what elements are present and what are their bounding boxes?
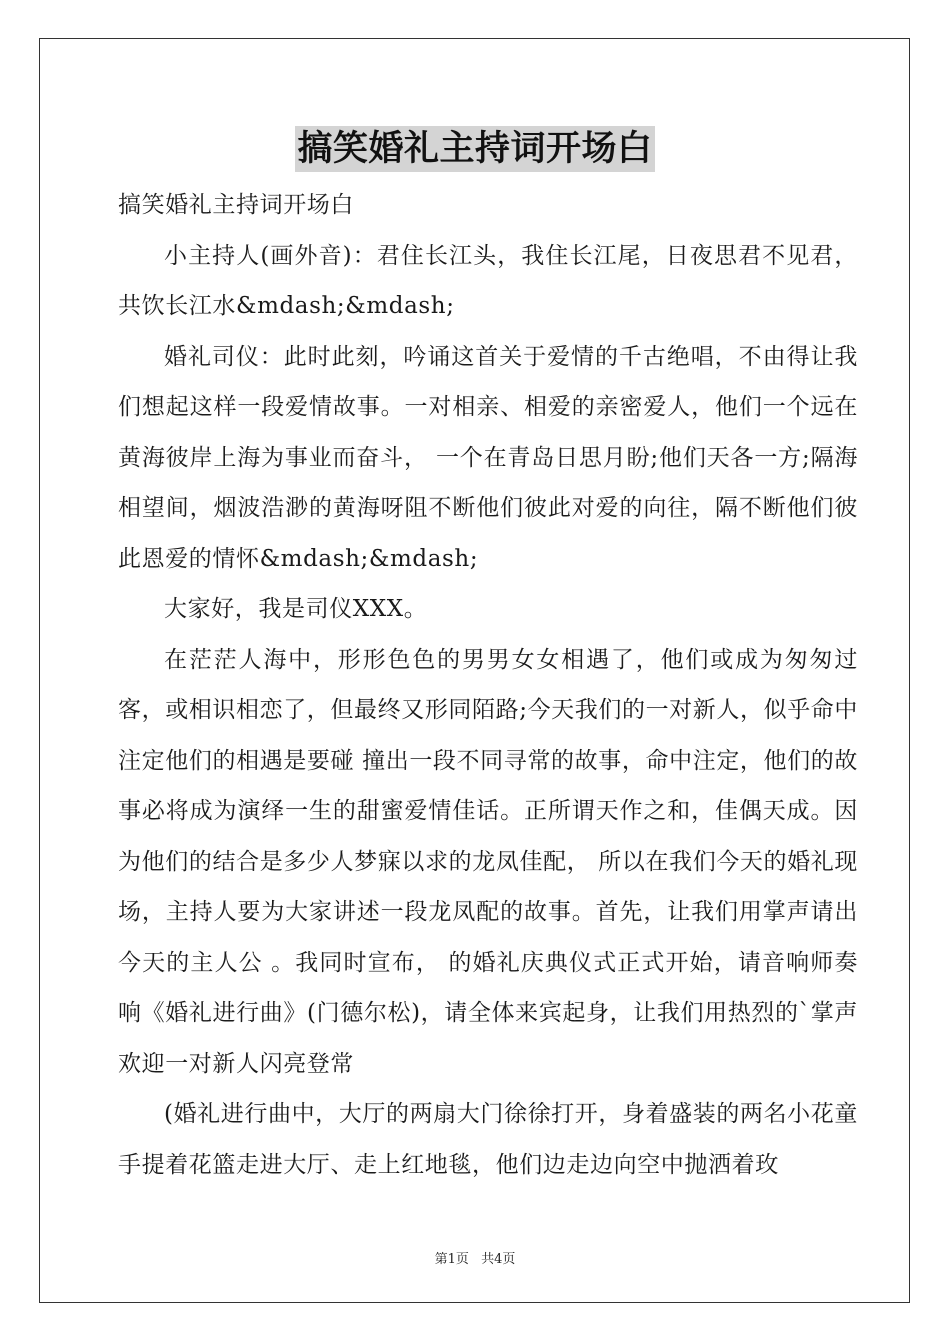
document-title: 搞笑婚礼主持词开场白 — [295, 126, 654, 172]
page-number: 第1页 — [434, 1252, 469, 1267]
paragraph: (婚礼进行曲中，大厅的两扇大门徐徐打开，身着盛装的两名小花童手提着花篮走进大厅、走上红地毯，他们边走边向空中抛洒着玫 — [118, 1101, 858, 1178]
page-footer — [0, 1248, 950, 1267]
paragraph: 大家好，我是司仪XXX。 — [164, 596, 428, 622]
paragraph: 小主持人(画外音)：君住长江头，我住长江尾，日夜思君不见君，共饮长江水&mdash;&mdash; — [118, 242, 858, 319]
document-body — [118, 180, 858, 1190]
title-container — [0, 126, 950, 172]
page-total: 共4页 — [481, 1252, 516, 1267]
paragraph-subtitle: 搞笑婚礼主持词开场白 — [118, 192, 354, 218]
paragraph: 婚礼司仪：此时此刻，吟诵这首关于爱情的千古绝唱，不由得让我们想起这样一段爱情故事。一对相亲、相爱的亲密爱人，他们一个远在黄海彼岸上海为事业而奋斗， 一个在青岛日思月盼;他们天各一方;隔海相望间，烟波浩渺的黄海呀阻不断他们彼此对爱的向往，隔不断他们彼此恩爱的情怀&mdash;&mdash; — [118, 343, 858, 572]
paragraph: 在茫茫人海中，形形色色的男男女女相遇了，他们或成为匆匆过客，或相识相恋了，但最终又形同陌路;今天我们的一对新人，似乎命中注定他们的相遇是要碰 撞出一段不同寻常的故事，命中注定，他们的故事必将成为演绎一生的甜蜜爱情佳话。正所谓天作之和，佳偶天成。因为他们的结合是多少人梦寐以求的龙凤佳配， 所以在我们今天的婚礼现场，主持人要为大家讲述一段龙凤配的故事。首先，让我们用掌声请出今天的主人公 。我同时宣布， 的婚礼庆典仪式正式开始，请音响师奏响《婚礼进行曲》(门德尔松)，请全体来宾起身，让我们用热烈的`掌声欢迎一对新人闪亮登常 — [118, 646, 858, 1077]
